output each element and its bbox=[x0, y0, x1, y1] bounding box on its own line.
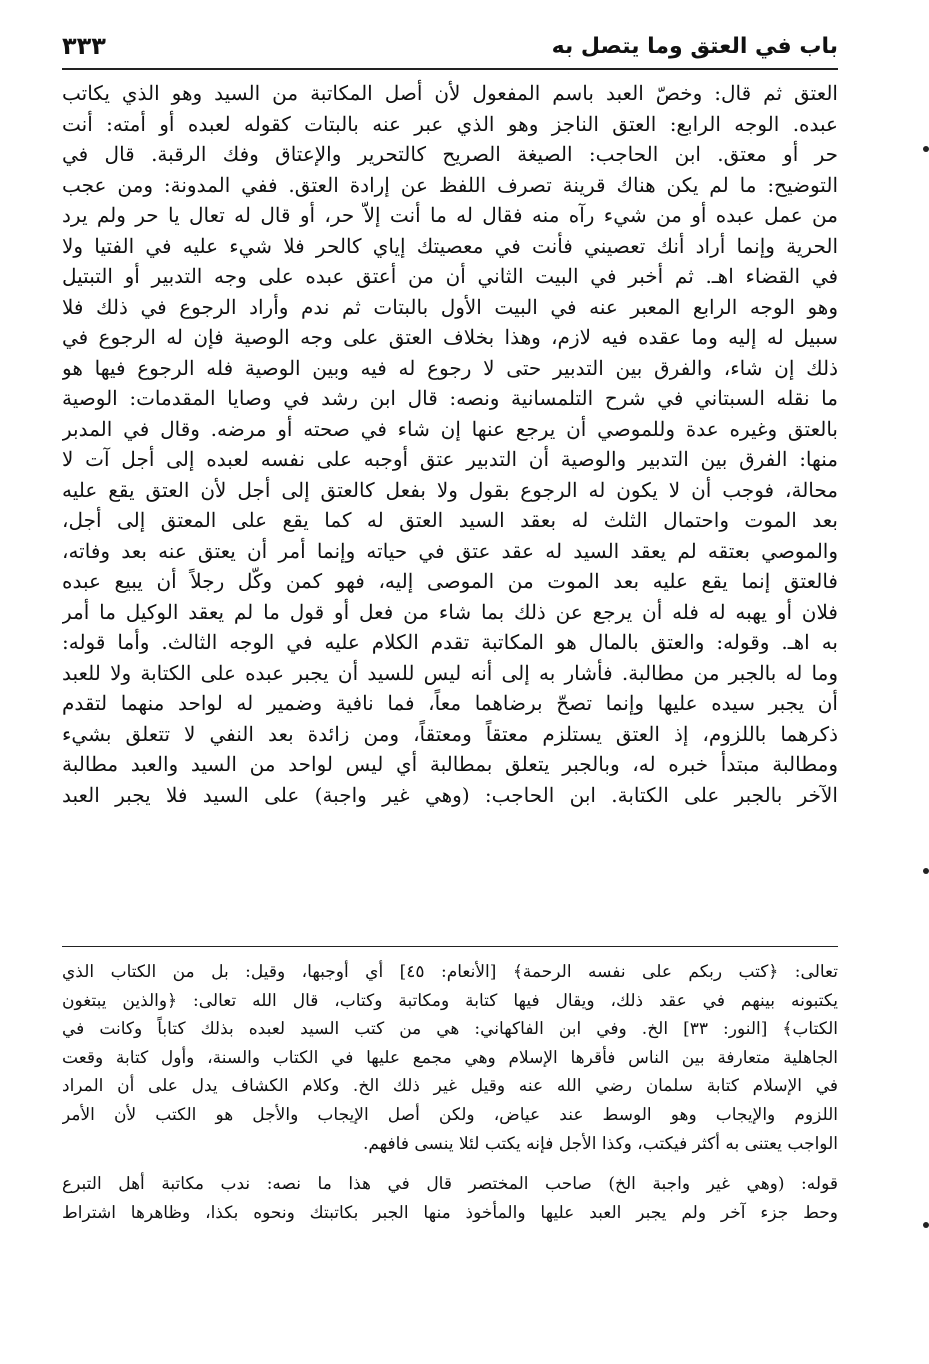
margin-dot bbox=[923, 1222, 929, 1228]
footnote-line: الجاهلية متعارفة بين الناس فأقرها الإسلام وهي مجمع عليها في الكتاب والسنة، وأول كتابة وقعت bbox=[62, 1047, 838, 1068]
main-line: العتق ثم قال: وخصّ العبد باسم المفعول لأن أصل المكاتبة من السيد وهو الذي يكاتب bbox=[62, 81, 838, 105]
footnote-line: الواجب يعتنى به أكثر فيكتب، وكذا الأجل فإنه يكتب لئلا ينسى فافهم. bbox=[362, 1133, 838, 1154]
main-line: وهو الوجه الرابع المعبر عنه في البيت الأول بالبتات ثم ندم وأراد الرجوع في ذلك فلا bbox=[62, 294, 838, 319]
main-line: التوضيح: ما لم يكن هناك قرينة تصرف اللفظ عن إرادة العتق. ففي المدونة: ومن عجب bbox=[62, 172, 838, 197]
main-line: أن يجبر سيده عليها وإنما تصحّ برضاهما معاً، فما نافية وضمير له لواحد منهما لتقدم bbox=[62, 691, 838, 715]
main-line: والموصي بعتقه لم يعقد السيد له عقد عتق في حياته وإنما أمر أن يعتق عنه بعد وفاته، bbox=[62, 538, 838, 563]
main-line: الحرية وإنما أراد أنك تعصيني فأنت في معصيتك إياي كالحر فلا شيء عليه في الفتيا ولا bbox=[62, 233, 838, 258]
margin-dot bbox=[923, 146, 929, 152]
running-title: باب في العتق وما يتصل به bbox=[551, 34, 838, 59]
footnote-1 bbox=[62, 958, 838, 1158]
main-text bbox=[62, 78, 838, 810]
main-line: محالة، فوجب أن لا يكون له الرجوع بقول ولا بفعل كالعتق إلى أجل لأن العتق يقع عليه bbox=[62, 477, 838, 502]
main-line: سبيل له إليه وما عقده فيه لازم، وهذا بخلاف العتق على وجه الوصية فإن له الرجوع في bbox=[62, 325, 838, 349]
main-line: منها: الفرق بين التدبير والوصية أن التدبير عتق أوجبه على نفسه لعبده إلى أجل آت لا bbox=[62, 447, 838, 471]
main-line: حر أو معتق. ابن الحاجب: الصيغة الصريح كالتحرير والإعتاق وفك الرقبة. قال في bbox=[62, 142, 838, 166]
main-line: الآخر بالجبر على الكتابة. ابن الحاجب: (وهي غير واجبة) على السيد فلا يجبر العبد bbox=[62, 782, 838, 807]
header-rule bbox=[62, 68, 838, 70]
main-line: ما نقله السبتاني في شرح التلمسانية ونصه: قال ابن رشد في وصايا المقدمات: الوصية bbox=[62, 386, 838, 410]
page-number: ٣٣٣ bbox=[62, 32, 106, 60]
footnote-line: وحط جزء آخر ولم يجبر العبد عليها والمأخوذ منها الجبر بكاتبتك ونحوه بكذا، وظاهرها اشتراط bbox=[62, 1202, 838, 1223]
page-header bbox=[62, 26, 838, 68]
footnote-line: اللزوم والإيجاب وهو الوسط عند عياض، ولكن أصل الإيجاب والأجل هو الكتب لأن الأمر bbox=[62, 1104, 838, 1125]
footnote-gap bbox=[62, 1158, 838, 1170]
main-line: من عمل عبده أو من شيء رآه منه فقال له ما أنت إلاّ حر، أو قال له تعال يا حر ولم يرد bbox=[62, 203, 838, 227]
footnote-2 bbox=[62, 1170, 838, 1227]
main-line: ذكرهما باللزوم، إذ العتق يستلزم معتقاً ومعتقاً، ومن زائدة بعد النفي لا تتعلق بشيء bbox=[62, 721, 838, 746]
margin-dot bbox=[923, 868, 929, 874]
footnote-line: الكتاب﴾ [النور: ٣٣] الخ. وفي ابن الفاكهاني: هي من كتب السيد لعبده بذلك كتاباً وكانت في bbox=[62, 1019, 838, 1040]
main-line: بالعتق وغيره عدة وللموصي أن يرجع عنها إن شاء في صحته أو مرضه. وقال في المدبر bbox=[62, 416, 838, 441]
footnote-line: تعالى: ﴿كتب ربكم على نفسه الرحمة﴾ [الأنعام: ٤٥] أي أوجبها، وقيل: بل من الكتاب الذي bbox=[62, 962, 838, 982]
main-line: وما له بالجبر من مطالبة. فأشار به إلى أنه ليس للسيد أن يجبر عبده على الكتابة ولا للعبد bbox=[62, 660, 838, 685]
footnote-separator bbox=[62, 946, 838, 947]
main-line: فالعتق إنما يقع عليه بعد الموت من الموصى إليه، فهو كمن وكّل رجلاً أن يبيع عبده bbox=[62, 569, 838, 593]
footnote-line: قوله: (وهي غير واجبة الخ) صاحب المختصر قال في هذا ما نصه: ندب مكاتبة أهل التبرع bbox=[62, 1174, 838, 1195]
footnote-line: يكتبونه بينهم في عقد ذلك، ويقال فيها كتابة ومكاتبة وكتاب، قال الله تعالى: ﴿والذين يبتغون bbox=[62, 990, 838, 1011]
main-line: بعد الموت واحتمال الثلث له بعقد السيد العتق له كما يقع على المعتق إلى أجل، bbox=[62, 508, 838, 532]
main-line: في القضاء اهـ. ثم أخبر في البيت الثاني أن من أعتق عبده على وجه التدبير أو التبتيل bbox=[62, 264, 838, 288]
main-line: فلان أو يهبه له فله أن يرجع عن ذلك بما شاء من فعل أو قول ما لم يعقد الوكيل ما أمر bbox=[62, 599, 838, 624]
main-line: ذلك إن شاء، والفرق بين التدبير حتى لا رجوع له فيه وبين الوصية فله الرجوع فيها هو bbox=[62, 355, 838, 380]
main-line: ومطالبة مبتدأ خبره له، وبالجبر يتعلق بمطالبة أي ليس لواحد من السيد والعبد مطالبة bbox=[62, 752, 838, 776]
footnotes bbox=[62, 958, 838, 1227]
main-line: عبده. الوجه الرابع: العتق الناجز وهو الذي عبر عنه بالبتات كقوله لعبده أو أمته: أنت bbox=[62, 111, 838, 136]
main-line: به اهـ. وقوله: والعتق بالمال هو المكاتبة تقدم الكلام عليه في الوجه الثالث. وأما قوله: bbox=[62, 630, 838, 654]
footnote-line: في الإسلام كتابة سلمان رضي الله عنه وقيل غير ذلك الخ. وكلام الكشاف يدل على أن المراد bbox=[62, 1076, 838, 1097]
